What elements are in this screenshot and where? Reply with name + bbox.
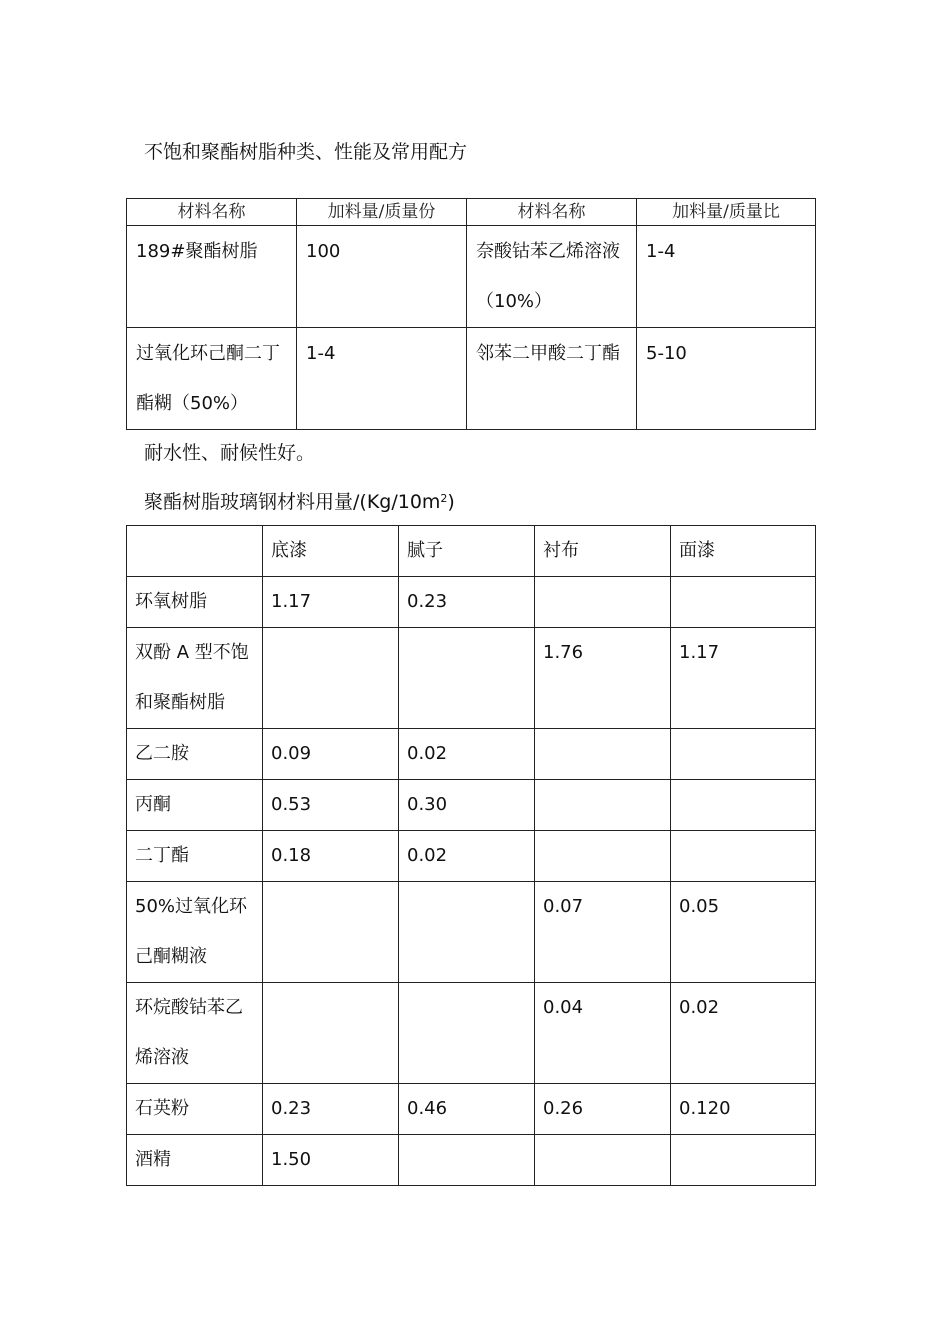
table-cell: 0.18 (263, 831, 399, 882)
table-header-row (127, 199, 816, 226)
column-header: 材料名称 (467, 199, 637, 226)
column-header: 衬布 (535, 526, 671, 577)
table-cell: 1-4 (637, 226, 816, 328)
page-title: 不饱和聚酯树脂种类、性能及常用配方 (144, 141, 468, 163)
table-cell (399, 628, 535, 729)
table-cell (535, 1135, 671, 1186)
table-cell: 0.23 (263, 1084, 399, 1135)
table-cell: 0.53 (263, 780, 399, 831)
table-row (127, 729, 816, 780)
table-row (127, 780, 816, 831)
table-cell: 0.46 (399, 1084, 535, 1135)
formula-table (126, 198, 816, 430)
table-cell: 过氧化环己酮二丁酯糊（50%） (127, 328, 297, 430)
table-cell: 0.02 (399, 831, 535, 882)
table-cell: 0.26 (535, 1084, 671, 1135)
table-row (127, 831, 816, 882)
table2-title (144, 490, 455, 514)
table-cell (399, 1135, 535, 1186)
table-row (127, 983, 816, 1084)
column-header: 底漆 (263, 526, 399, 577)
table-cell: 1.17 (671, 628, 816, 729)
table-cell: 0.04 (535, 983, 671, 1084)
column-header: 腻子 (399, 526, 535, 577)
table-cell (535, 729, 671, 780)
table-row (127, 328, 816, 430)
table-row (127, 1084, 816, 1135)
row-label: 乙二胺 (127, 729, 263, 780)
table-cell: 1-4 (297, 328, 467, 430)
table-cell: 100 (297, 226, 467, 328)
row-label: 环烷酸钴苯乙烯溶液 (127, 983, 263, 1084)
table-cell: 0.09 (263, 729, 399, 780)
table2-title-close: ) (447, 491, 455, 513)
table-cell (535, 831, 671, 882)
table-cell: 0.02 (671, 983, 816, 1084)
row-label: 丙酮 (127, 780, 263, 831)
column-header: 加料量/质量份 (297, 199, 467, 226)
table-row (127, 628, 816, 729)
note-text: 耐水性、耐候性好。 (144, 442, 316, 464)
table-cell: 0.07 (535, 882, 671, 983)
table-cell (671, 577, 816, 628)
table-cell: 邻苯二甲酸二丁酯 (467, 328, 637, 430)
table-cell: 1.50 (263, 1135, 399, 1186)
column-header: 材料名称 (127, 199, 297, 226)
table-cell (535, 780, 671, 831)
column-header: 加料量/质量比 (637, 199, 816, 226)
table-cell (399, 983, 535, 1084)
table-cell (263, 882, 399, 983)
row-label: 酒精 (127, 1135, 263, 1186)
table-cell: 1.17 (263, 577, 399, 628)
table-cell: 奈酸钴苯乙烯溶液（10%） (467, 226, 637, 328)
table-cell: 0.23 (399, 577, 535, 628)
table-cell: 0.120 (671, 1084, 816, 1135)
material-usage-table (126, 525, 816, 1186)
table-cell: 0.02 (399, 729, 535, 780)
table-row (127, 577, 816, 628)
table-cell (671, 780, 816, 831)
table-cell (671, 729, 816, 780)
table-row (127, 882, 816, 983)
column-header (127, 526, 263, 577)
row-label: 环氧树脂 (127, 577, 263, 628)
table2-title-text: 聚酯树脂玻璃钢材料用量/(Kg/10m (144, 491, 441, 513)
row-label: 石英粉 (127, 1084, 263, 1135)
row-label: 50%过氧化环己酮糊液 (127, 882, 263, 983)
table-cell: 189#聚酯树脂 (127, 226, 297, 328)
table-cell (671, 831, 816, 882)
table-cell: 1.76 (535, 628, 671, 729)
row-label: 双酚 A 型不饱和聚酯树脂 (127, 628, 263, 729)
table-cell: 0.30 (399, 780, 535, 831)
table-cell (399, 882, 535, 983)
table-cell (263, 628, 399, 729)
table2-title-sup: 2 (440, 492, 448, 505)
row-label: 二丁酯 (127, 831, 263, 882)
table-cell (671, 1135, 816, 1186)
table-cell: 5-10 (637, 328, 816, 430)
table-cell (535, 577, 671, 628)
table-row (127, 226, 816, 328)
column-header: 面漆 (671, 526, 816, 577)
table-row (127, 1135, 816, 1186)
table-cell (263, 983, 399, 1084)
table-cell: 0.05 (671, 882, 816, 983)
table-header-row (127, 526, 816, 577)
